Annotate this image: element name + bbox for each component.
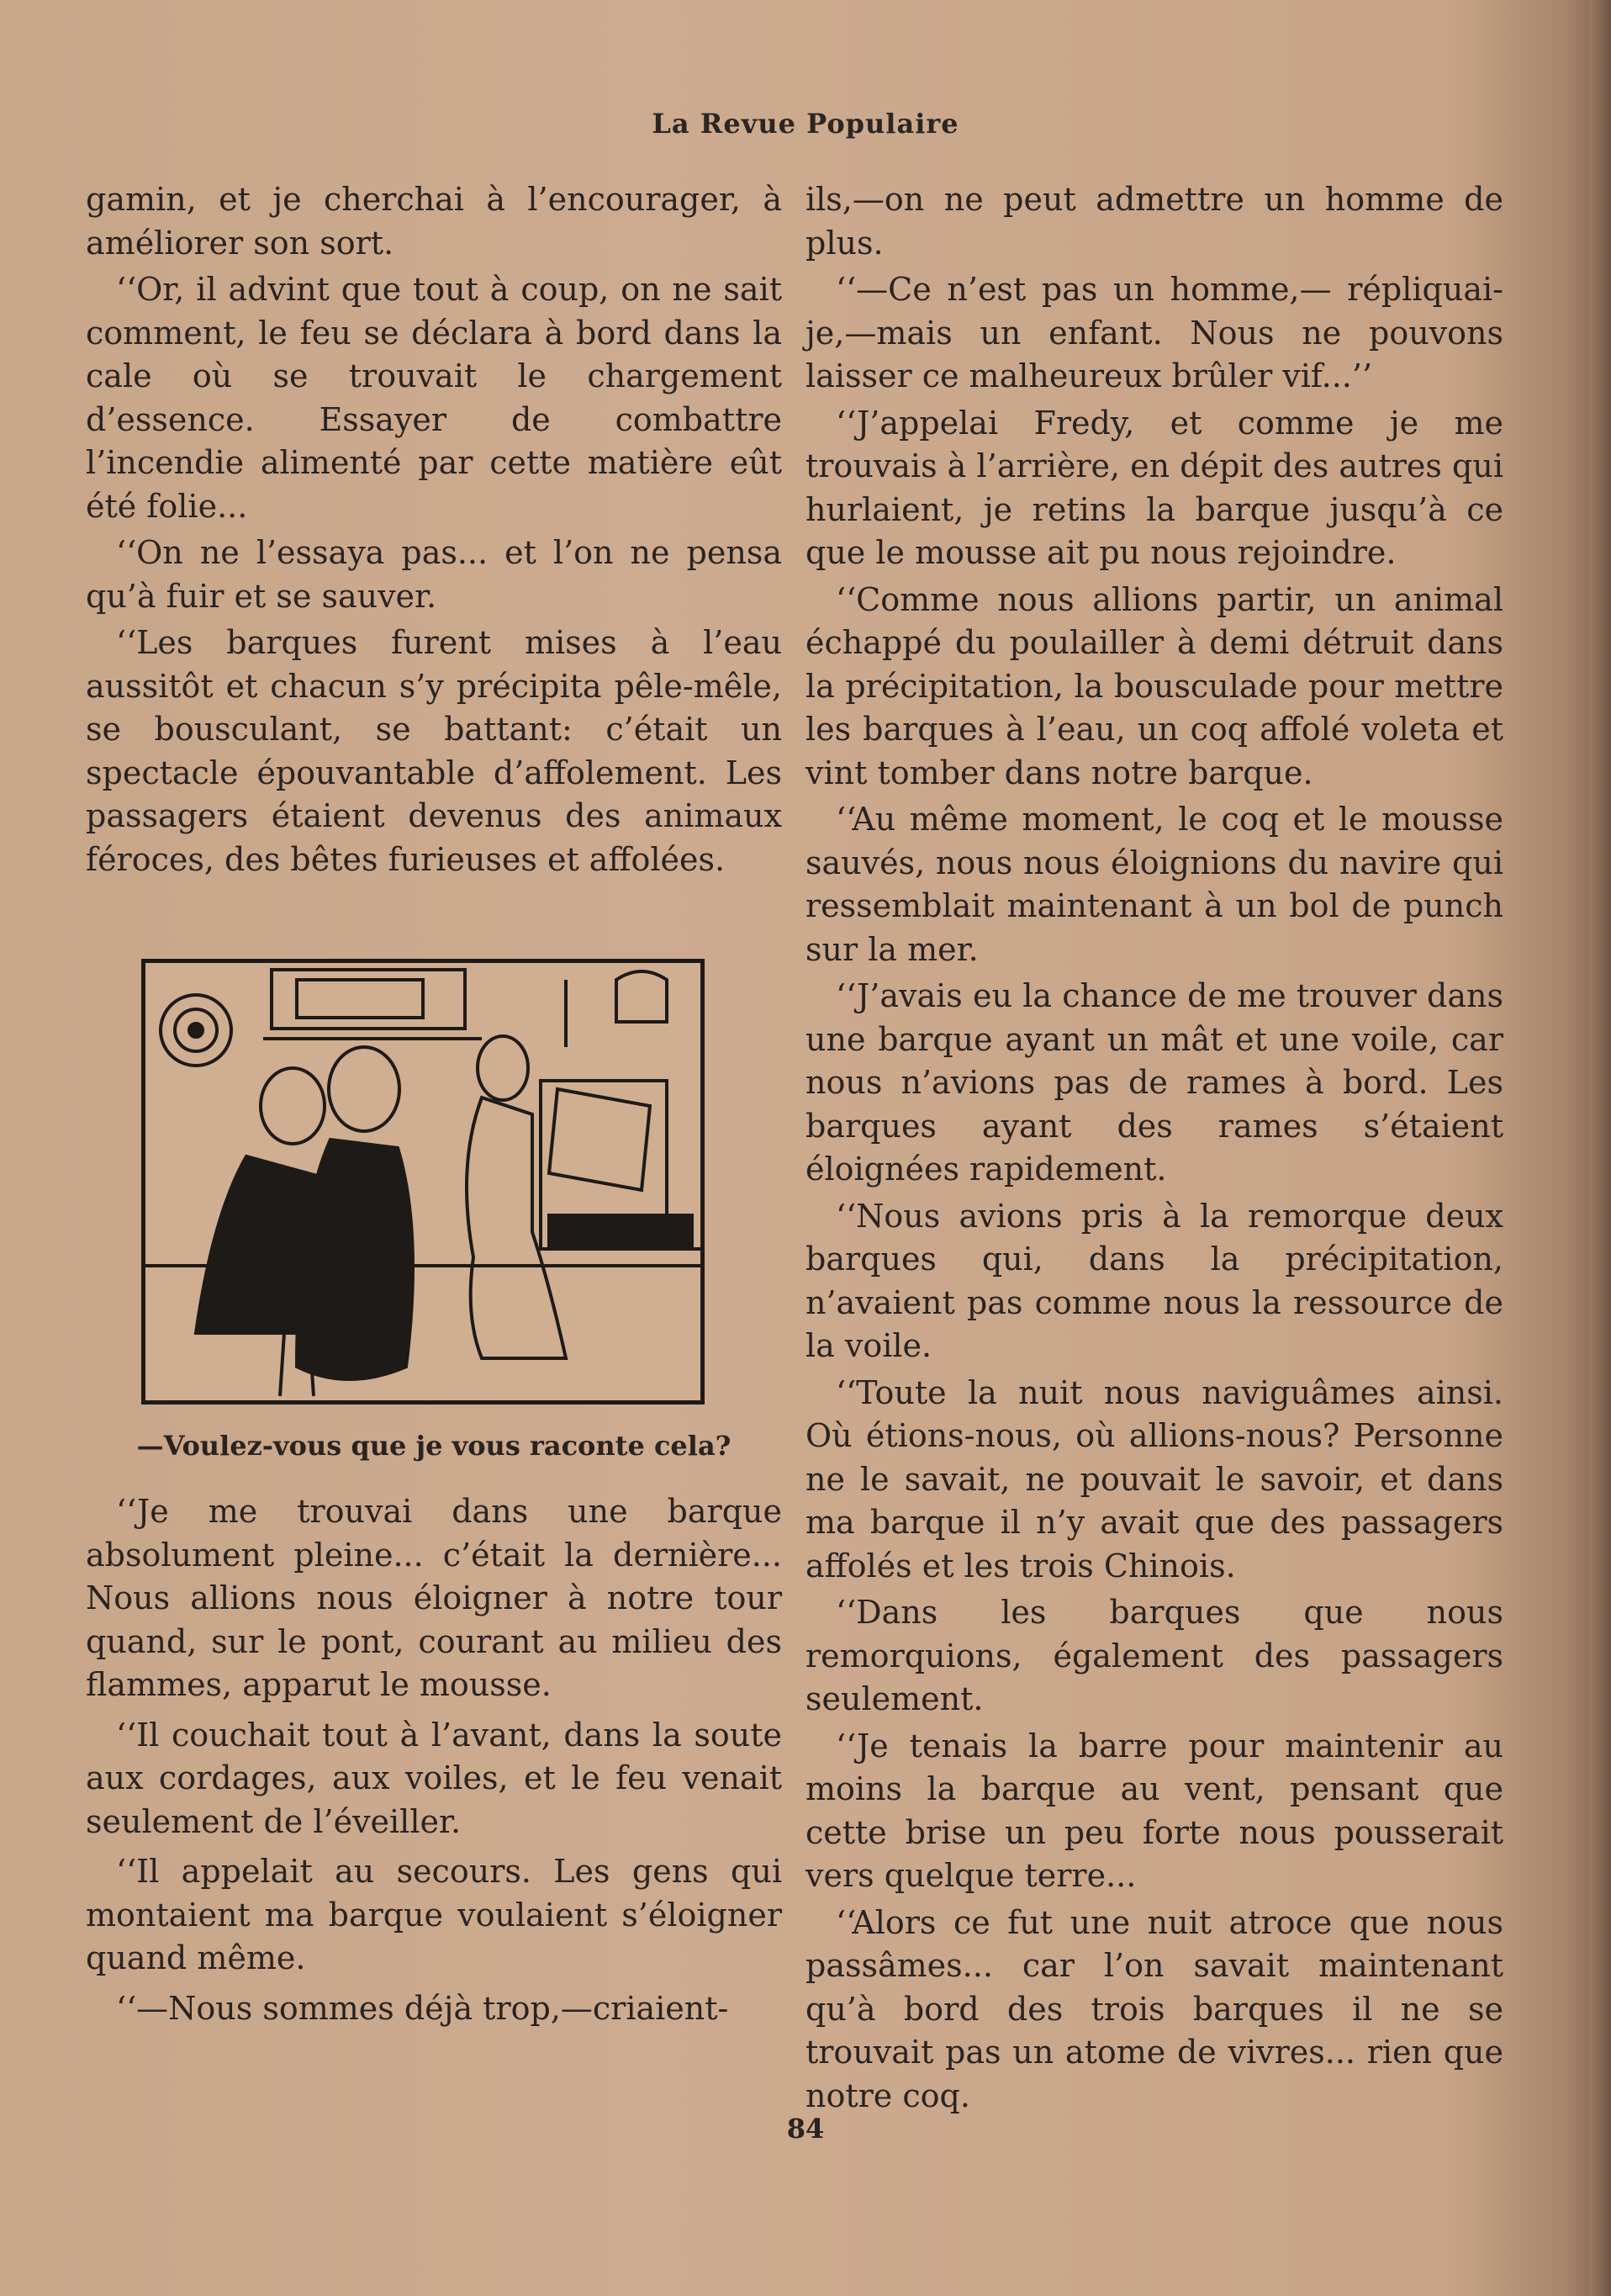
page-edge-shadow <box>1589 0 1611 2296</box>
paragraph: ‘‘Or, il advint que tout à coup, on ne sait comment, le feu se déclara à bord dans la cale où se trouvait le chargement d’essence. Essayer de combattre l’incendie alimenté par cette matière eût été folie... <box>86 271 782 525</box>
paragraph: ‘‘Alors ce fut une nuit atroce que nous passâmes... car l’on savait maintenant qu’à bord des trois barques il ne se trouvait pas un atome de vivres... rien que notre coq. <box>806 1903 1503 2114</box>
paragraph: ‘‘Nous avions pris à la remorque deux barques qui, dans la précipitation, n’avaient pas comme nous la ressource de la voile. <box>806 1197 1503 1364</box>
paragraph: ‘‘Au même moment, le coq et le mousse sauvés, nous nous éloignions du navire qui ressemblait maintenant à un bol de punch sur la mer. <box>806 801 1503 968</box>
left-column-top <box>86 178 782 881</box>
paragraph: gamin, et je cherchai à l’encourager, à améliorer son sort. <box>86 181 782 262</box>
running-header: La Revue Populaire <box>652 108 959 140</box>
paragraph: ‘‘Dans les barques que nous remorquions, également des passagers seulement. <box>806 1594 1503 1717</box>
paragraph: ‘‘—Ce n’est pas un homme,— répliquai-je,—mais un enfant. Nous ne pouvons laisser ce malheureux brûler vif...’’ <box>806 271 1503 394</box>
paragraph: ‘‘Toute la nuit nous naviguâmes ainsi. Où étions-nous, où allions-nous? Personne ne le savait, ne pouvait le savoir, et dans ma barque il n’y avait que des passagers affolés et les trois Chinois. <box>806 1373 1503 1584</box>
cartoon-drawing <box>145 963 700 1400</box>
paragraph: ‘‘Les barques furent mises à l’eau aussitôt et chacun s’y précipita pêle-mêle, se bousculant, se battant: c’était un spectacle épouvantable d’affolement. Les passagers étaient devenus des animaux féroces, des bêtes furieuses et affolées. <box>86 624 782 878</box>
illustration-caption: —Voulez-vous que je vous raconte cela? <box>136 1430 732 1462</box>
left-column-bottom <box>86 1490 782 2030</box>
paragraph: ‘‘Je tenais la barre pour maintenir au moins la barque au vent, pensant que cette brise un peu forte nous pousserait vers quelque terre... <box>806 1727 1503 1894</box>
paragraph: ‘‘Il appelait au secours. Les gens qui montaient ma barque voulaient s’éloigner quand même. <box>86 1853 782 1976</box>
paragraph: ‘‘J’avais eu la chance de me trouver dans une barque ayant un mât et une voile, car nous n’avions pas de rames à bord. Les barques ayant des rames s’étaient éloignées rapidement. <box>806 977 1503 1188</box>
paragraph: ‘‘Il couchait tout à l’avant, dans la soute aux cordages, aux voiles, et le feu venait seulement de l’éveiller. <box>86 1716 782 1840</box>
page-number: 84 <box>786 2113 825 2145</box>
paragraph: ‘‘—Nous sommes déjà trop,—criaient- <box>116 1989 729 2027</box>
paragraph: ‘‘Comme nous allions partir, un animal échappé du poulailler à demi détruit dans la précipitation, la bousculade pour mettre les barques à l’eau, un coq affolé voleta et vint tomber dans notre barque. <box>806 580 1503 791</box>
right-column <box>806 178 1503 2118</box>
paragraph: ils,—on ne peut admettre un homme de plus. <box>806 181 1503 262</box>
paragraph: ‘‘J’appelai Fredy, et comme je me trouvais à l’arrière, en dépit des autres qui hurlaient, je retins la barque jusqu’à ce que le mousse ait pu nous rejoindre. <box>806 404 1503 571</box>
paragraph: ‘‘Je me trouvai dans une barque absolument pleine... c’était la dernière... Nous allions nous éloigner à notre tour quand, sur le pont, courant au milieu des flammes, apparut le mousse. <box>86 1493 782 1703</box>
cartoon-illustration <box>141 959 705 1405</box>
paragraph: ‘‘On ne l’essaya pas... et l’on ne pensa qu’à fuir et se sauver. <box>86 534 782 615</box>
